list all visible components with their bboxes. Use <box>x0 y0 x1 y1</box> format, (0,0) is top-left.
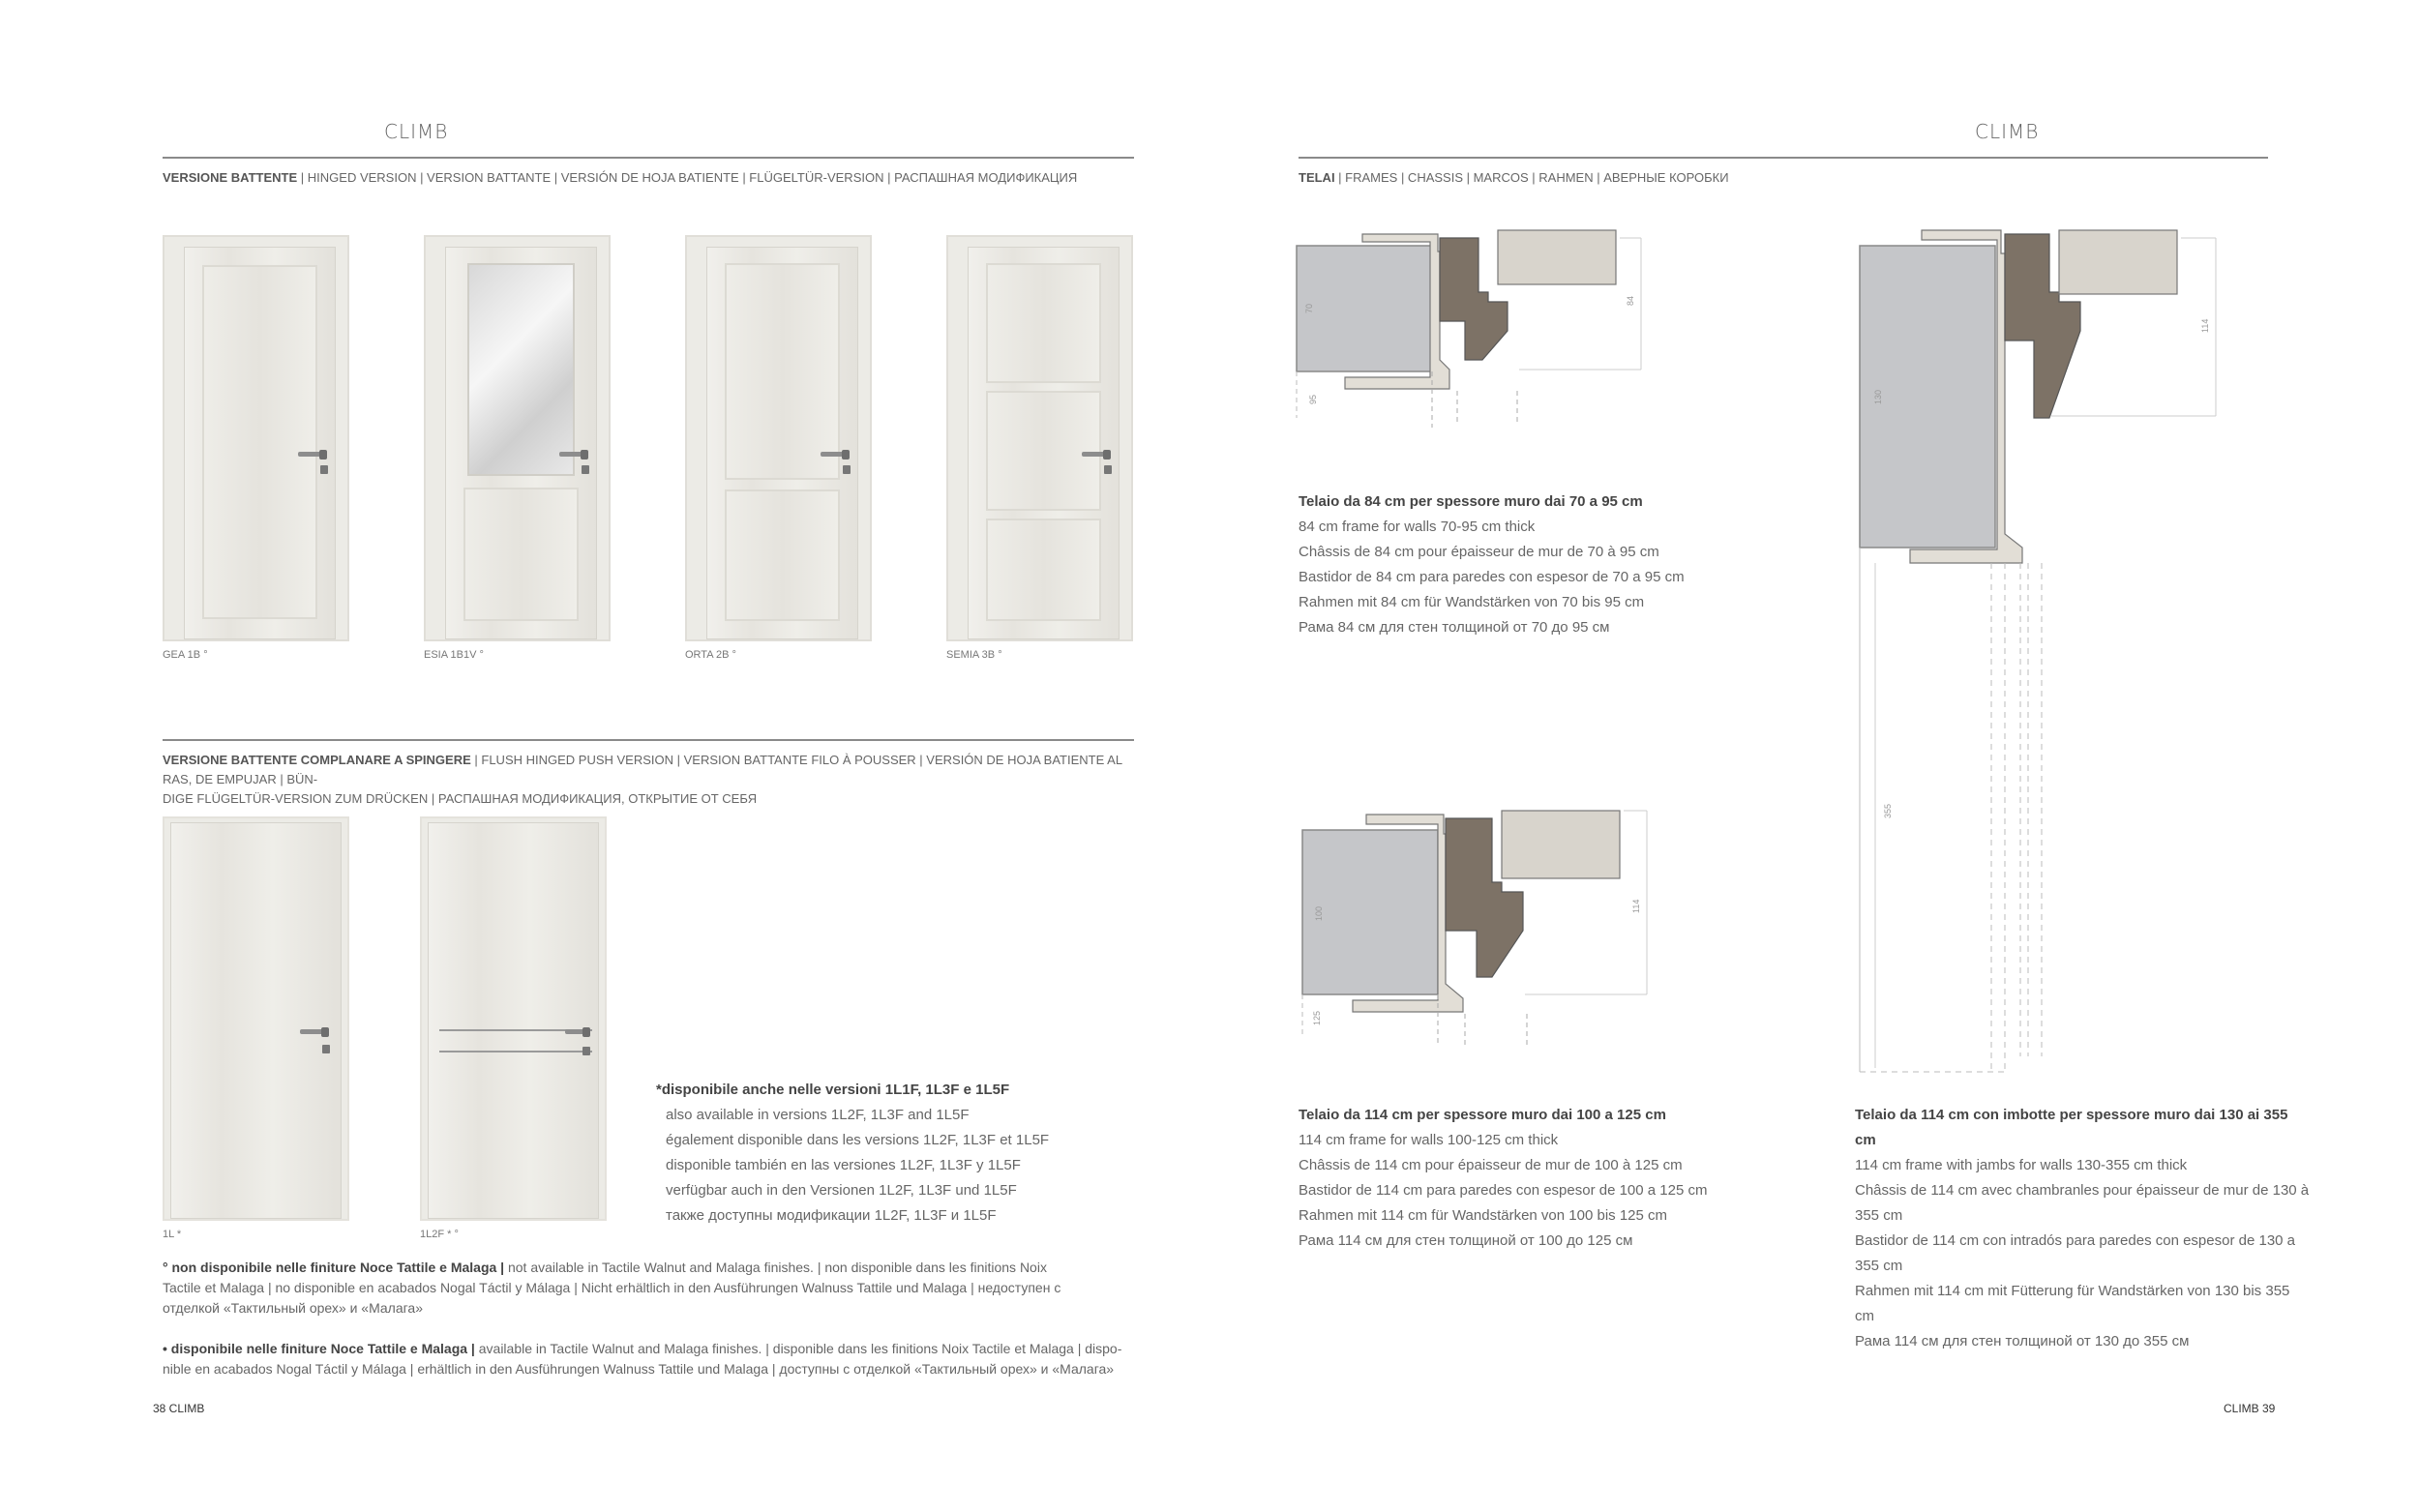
door-panel-lower <box>725 489 840 621</box>
lock-icon <box>843 465 851 474</box>
frame-114-jambs-title: Telaio da 114 cm con imbotte per spessore muro dai 130 ai 355 cm <box>1855 1107 2288 1148</box>
frames-heading <box>1299 168 2266 188</box>
dim-ext-label: 95 <box>1308 394 1318 404</box>
availability-line-ru: также доступны модификации 1L2F, 1L3F и 1L5F <box>666 1207 997 1224</box>
note-dot-bullet: • <box>163 1341 167 1356</box>
frames-heading-bold: TELAI <box>1299 170 1335 185</box>
frame-114-line-ru: Рама 114 см для стен толщиной от 100 до 125 см <box>1299 1232 1633 1249</box>
note-degree-line1: not available in Tactile Walnut and Malaga finishes. | non disponible dans les finitions Noix <box>504 1260 1047 1275</box>
handle-base <box>582 1027 590 1037</box>
frame-114-jambs-line-es: Bastidor de 114 cm con intradós para paredes con espesor de 130 a 355 cm <box>1855 1232 2296 1274</box>
frame-114-jambs-diagram <box>1856 224 2224 1095</box>
door-panel-middle <box>986 391 1101 511</box>
dim-frame-label: 114 <box>2200 318 2210 333</box>
availability-line-fr: également disponible dans les versions 1L2F, 1L3F et 1L5F <box>666 1132 1050 1148</box>
door-orta-2b <box>685 235 872 641</box>
frame-84-line-fr: Châssis de 84 cm pour épaisseur de mur de 70 à 95 cm <box>1299 544 1659 560</box>
right-folio: CLIMB 39 <box>2224 1402 2276 1415</box>
door-caption-orta: ORTA 2B ° <box>685 649 736 661</box>
frame-114-line-en: 114 cm frame for walls 100-125 cm thick <box>1299 1132 1559 1148</box>
door-panel <box>463 488 579 621</box>
note-degree-bullet: ° <box>163 1260 168 1275</box>
frame-114-jambs-description <box>1855 1103 2310 1354</box>
frames-heading-rest: | FRAMES | CHASSIS | MARCOS | RAHMEN | АВЕРНЫЕ КОРОБКИ <box>1334 170 1729 185</box>
note-dot-line2: nible en acabados Nogal Táctil y Málaga | erhältlich in den Ausführungen Walnuss Tattile und Malaga | доступны с отделкой «Тактильный орех» и «Малага» <box>163 1361 1115 1377</box>
door-leaf <box>445 247 597 639</box>
lock-icon <box>322 1045 330 1053</box>
frame-84-line-ru: Рама 84 см для стен толщиной от 70 до 95 см <box>1299 619 1610 636</box>
availability-line-es: disponible también en las versiones 1L2F, 1L3F y 1L5F <box>666 1157 1021 1173</box>
dim-frame-label: 84 <box>1626 295 1635 306</box>
note-degree-line3: отделкой «Тактильный орех» и «Малага» <box>163 1300 423 1316</box>
note-available <box>163 1339 1142 1379</box>
frame-84-line-es: Bastidor de 84 cm para paredes con espesor de 70 a 95 cm <box>1299 569 1685 585</box>
frame-84-line-en: 84 cm frame for walls 70-95 cm thick <box>1299 519 1536 535</box>
door-panel-upper <box>725 263 840 480</box>
handle-base <box>1103 450 1111 460</box>
dim-ext-label: 125 <box>1312 1010 1322 1025</box>
hinged-heading-bold: VERSIONE BATTENTE <box>163 170 298 185</box>
handle-base <box>842 450 850 460</box>
flush-heading-rest-1: | FLUSH HINGED PUSH VERSION | VERSION BATTANTE FILO À POUSSER | VERSIÓN DE HOJA BATIENTE AL RAS, DE EMPUJAR | BÜN- <box>163 753 1122 786</box>
left-running-title: CLIMB <box>384 120 449 143</box>
door-leaf <box>968 247 1120 639</box>
note-dot-line1: available in Tactile Walnut and Malaga finishes. | disponible dans les finitions Noix Tactile et Malaga | dispo- <box>474 1341 1122 1356</box>
flush-heading-rest-2: DIGE FLÜGELTÜR-VERSION ZUM DRÜCKEN | РАСПАШНАЯ МОДИФИКАЦИЯ, ОТКРЫТИЕ ОТ СЕБЯ <box>163 791 758 806</box>
note-degree-bold: non disponibile nelle finiture Noce Tattile e Malaga | <box>167 1260 505 1275</box>
frame-114-diagram <box>1299 805 1657 1054</box>
hinged-version-heading <box>163 168 1134 188</box>
note-not-available <box>163 1258 1142 1319</box>
right-header-rule <box>1299 157 2268 159</box>
flush-version-heading <box>163 751 1134 809</box>
left-folio: 38 CLIMB <box>153 1402 205 1415</box>
door-panel-bottom <box>986 519 1101 621</box>
frame-114-line-de: Rahmen mit 114 cm für Wandstärken von 100 bis 125 cm <box>1299 1207 1668 1224</box>
note-degree-line2: Tactile et Malaga | no disponible en acabados Nogal Táctil y Málaga | Nicht erhältlich in den Ausführungen Walnuss Tattile und Malaga | недоступен с <box>163 1280 1061 1295</box>
handle-base <box>581 450 588 460</box>
door-caption-1l2f: 1L2F * ° <box>420 1229 459 1240</box>
frame-114-jambs-line-fr: Châssis de 114 cm avec chambranles pour épaisseur de mur de 130 à 355 cm <box>1855 1182 2310 1224</box>
handle-base <box>319 450 327 460</box>
door-glass-panel <box>467 263 575 476</box>
dim-ext-label: 355 <box>1883 803 1893 818</box>
door-caption-gea: GEA 1B ° <box>163 649 208 661</box>
lock-icon <box>582 1047 590 1055</box>
frame-84-line-de: Rahmen mit 84 cm für Wandstärken von 70 bis 95 cm <box>1299 594 1645 610</box>
frame-114-description <box>1299 1103 1840 1254</box>
frame-114-jambs-line-en: 114 cm frame with jambs for walls 130-355 cm thick <box>1855 1157 2188 1173</box>
door-semia-3b <box>946 235 1133 641</box>
dim-frame-label: 114 <box>1631 899 1641 913</box>
flush-heading-bold: VERSIONE BATTENTE COMPLANARE A SPINGERE <box>163 753 471 767</box>
availability-title: *disponibile anche nelle versioni 1L1F, 1L3F e 1L5F <box>656 1082 1010 1098</box>
lock-icon <box>320 465 328 474</box>
frame-84-description <box>1299 489 1840 640</box>
door-caption-semia: SEMIA 3B ° <box>946 649 1002 661</box>
flush-section-rule <box>163 739 1134 741</box>
door-1l <box>163 816 349 1221</box>
availability-note <box>656 1078 1140 1229</box>
availability-line-en: also available in versions 1L2F, 1L3F and 1L5F <box>666 1107 970 1123</box>
frame-84-diagram <box>1295 224 1645 439</box>
right-running-title: CLIMB <box>1975 120 2040 143</box>
door-leaf <box>706 247 858 639</box>
lock-icon <box>582 465 589 474</box>
door-esia-1b1v <box>424 235 611 641</box>
door-leaf <box>428 822 599 1219</box>
frame-114-line-es: Bastidor de 114 cm para paredes con espesor de 100 a 125 cm <box>1299 1182 1708 1199</box>
door-leaf <box>170 822 342 1219</box>
hinged-heading-rest: | HINGED VERSION | VERSION BATTANTE | VERSIÓN DE HOJA BATIENTE | FLÜGELTÜR-VERSION | РАСПАШНАЯ МОДИФИКАЦИЯ <box>297 170 1078 185</box>
dim-wall-label: 100 <box>1314 905 1324 921</box>
frame-114-title: Telaio da 114 cm per spessore muro dai 100 a 125 cm <box>1299 1107 1666 1123</box>
handle-base <box>321 1027 329 1037</box>
door-panel <box>202 265 317 619</box>
note-dot-bold: disponibile nelle finiture Noce Tattile e Malaga | <box>166 1341 475 1356</box>
door-gea-1b <box>163 235 349 641</box>
door-caption-1l: 1L * <box>163 1229 182 1240</box>
dim-wall-label: 70 <box>1304 303 1314 313</box>
decor-line-lower <box>439 1051 592 1052</box>
frame-114-jambs-line-de: Rahmen mit 114 cm mit Fütterung für Wandstärken von 130 bis 355 cm <box>1855 1283 2290 1324</box>
frame-114-jambs-line-ru: Рама 114 см для стен толщиной от 130 до 355 см <box>1855 1333 2190 1349</box>
door-leaf <box>184 247 336 639</box>
availability-line-de: verfügbar auch in den Versionen 1L2F, 1L3F und 1L5F <box>666 1182 1017 1199</box>
door-1l2f <box>420 816 607 1221</box>
door-caption-esia: ESIA 1B1V ° <box>424 649 484 661</box>
dim-wall-label: 130 <box>1873 389 1883 404</box>
frame-84-title: Telaio da 84 cm per spessore muro dai 70 a 95 cm <box>1299 493 1643 510</box>
left-header-rule <box>163 157 1134 159</box>
door-panel-top <box>986 263 1101 383</box>
lock-icon <box>1104 465 1112 474</box>
frame-114-line-fr: Châssis de 114 cm pour épaisseur de mur de 100 à 125 cm <box>1299 1157 1683 1173</box>
